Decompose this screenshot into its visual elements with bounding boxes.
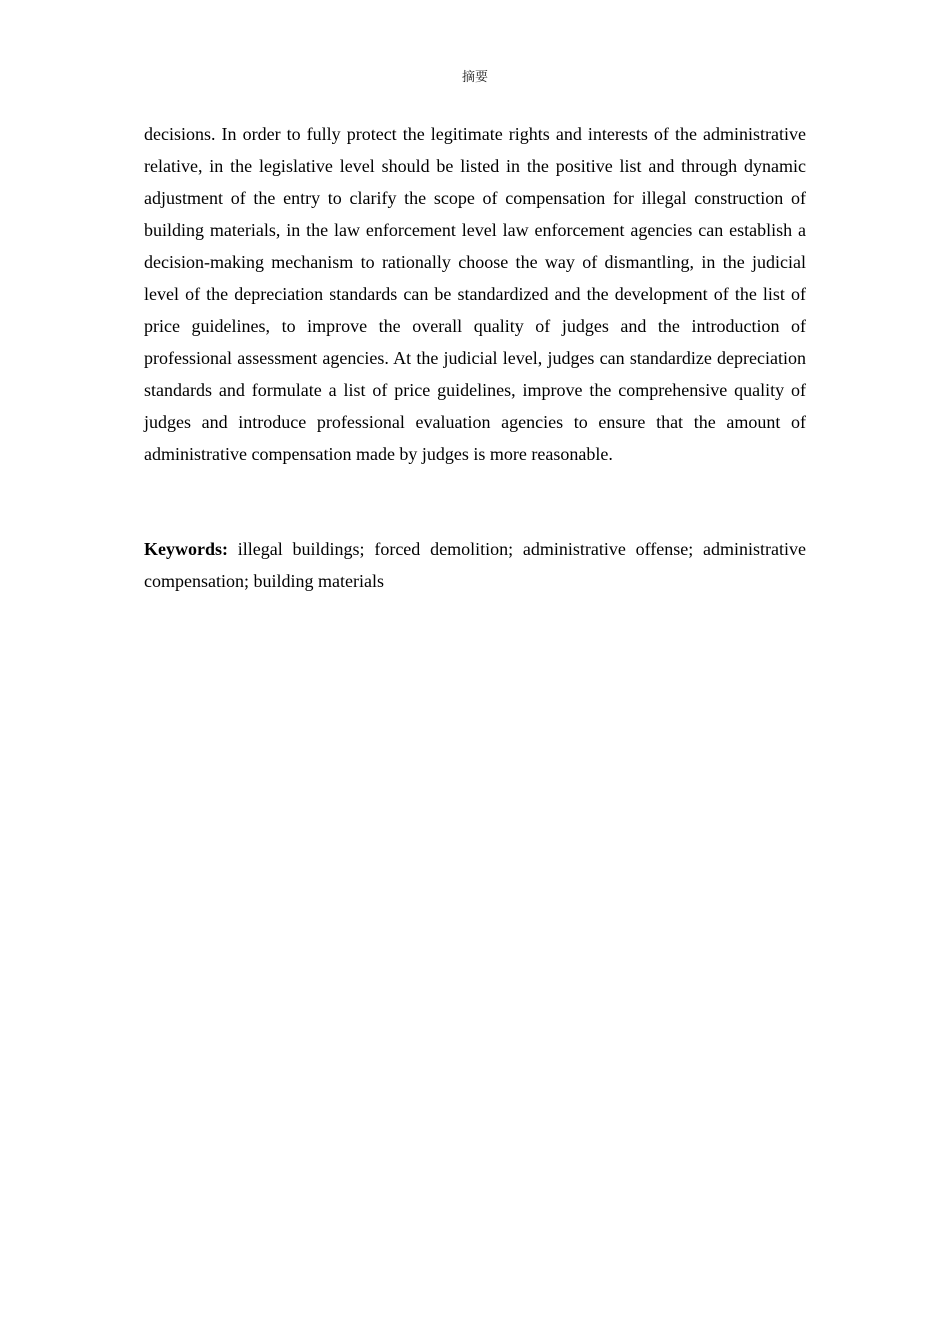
keywords-label: Keywords: — [144, 539, 228, 559]
keywords-text: illegal buildings; forced demolition; administrative offense; administrative compensation; building materials — [144, 539, 807, 591]
abstract-paragraph: decisions. In order to fully protect the legitimate rights and interests of the administrative relative, in the legislative level should be listed in the positive list and through dynamic adjustment of the entry to clarify the scope of compensation for illegal construction of building materials, in the law enforcement level law enforcement agencies can establish a decision-making mechanism to rationally choose the way of dismantling, in the judicial level of the depreciation standards can be standardized and the development of the list of price guidelines, to improve the overall quality of judges and the introduction of professional assessment agencies. At the judicial level, judges can standardize depreciation standards and formulate a list of price guidelines, improve the comprehensive quality of judges and introduce professional evaluation agencies to ensure that the amount of administrative compensation made by judges is more reasonable. — [144, 124, 806, 464]
keywords-line — [144, 533, 806, 597]
page-header: 摘要 — [461, 70, 488, 85]
